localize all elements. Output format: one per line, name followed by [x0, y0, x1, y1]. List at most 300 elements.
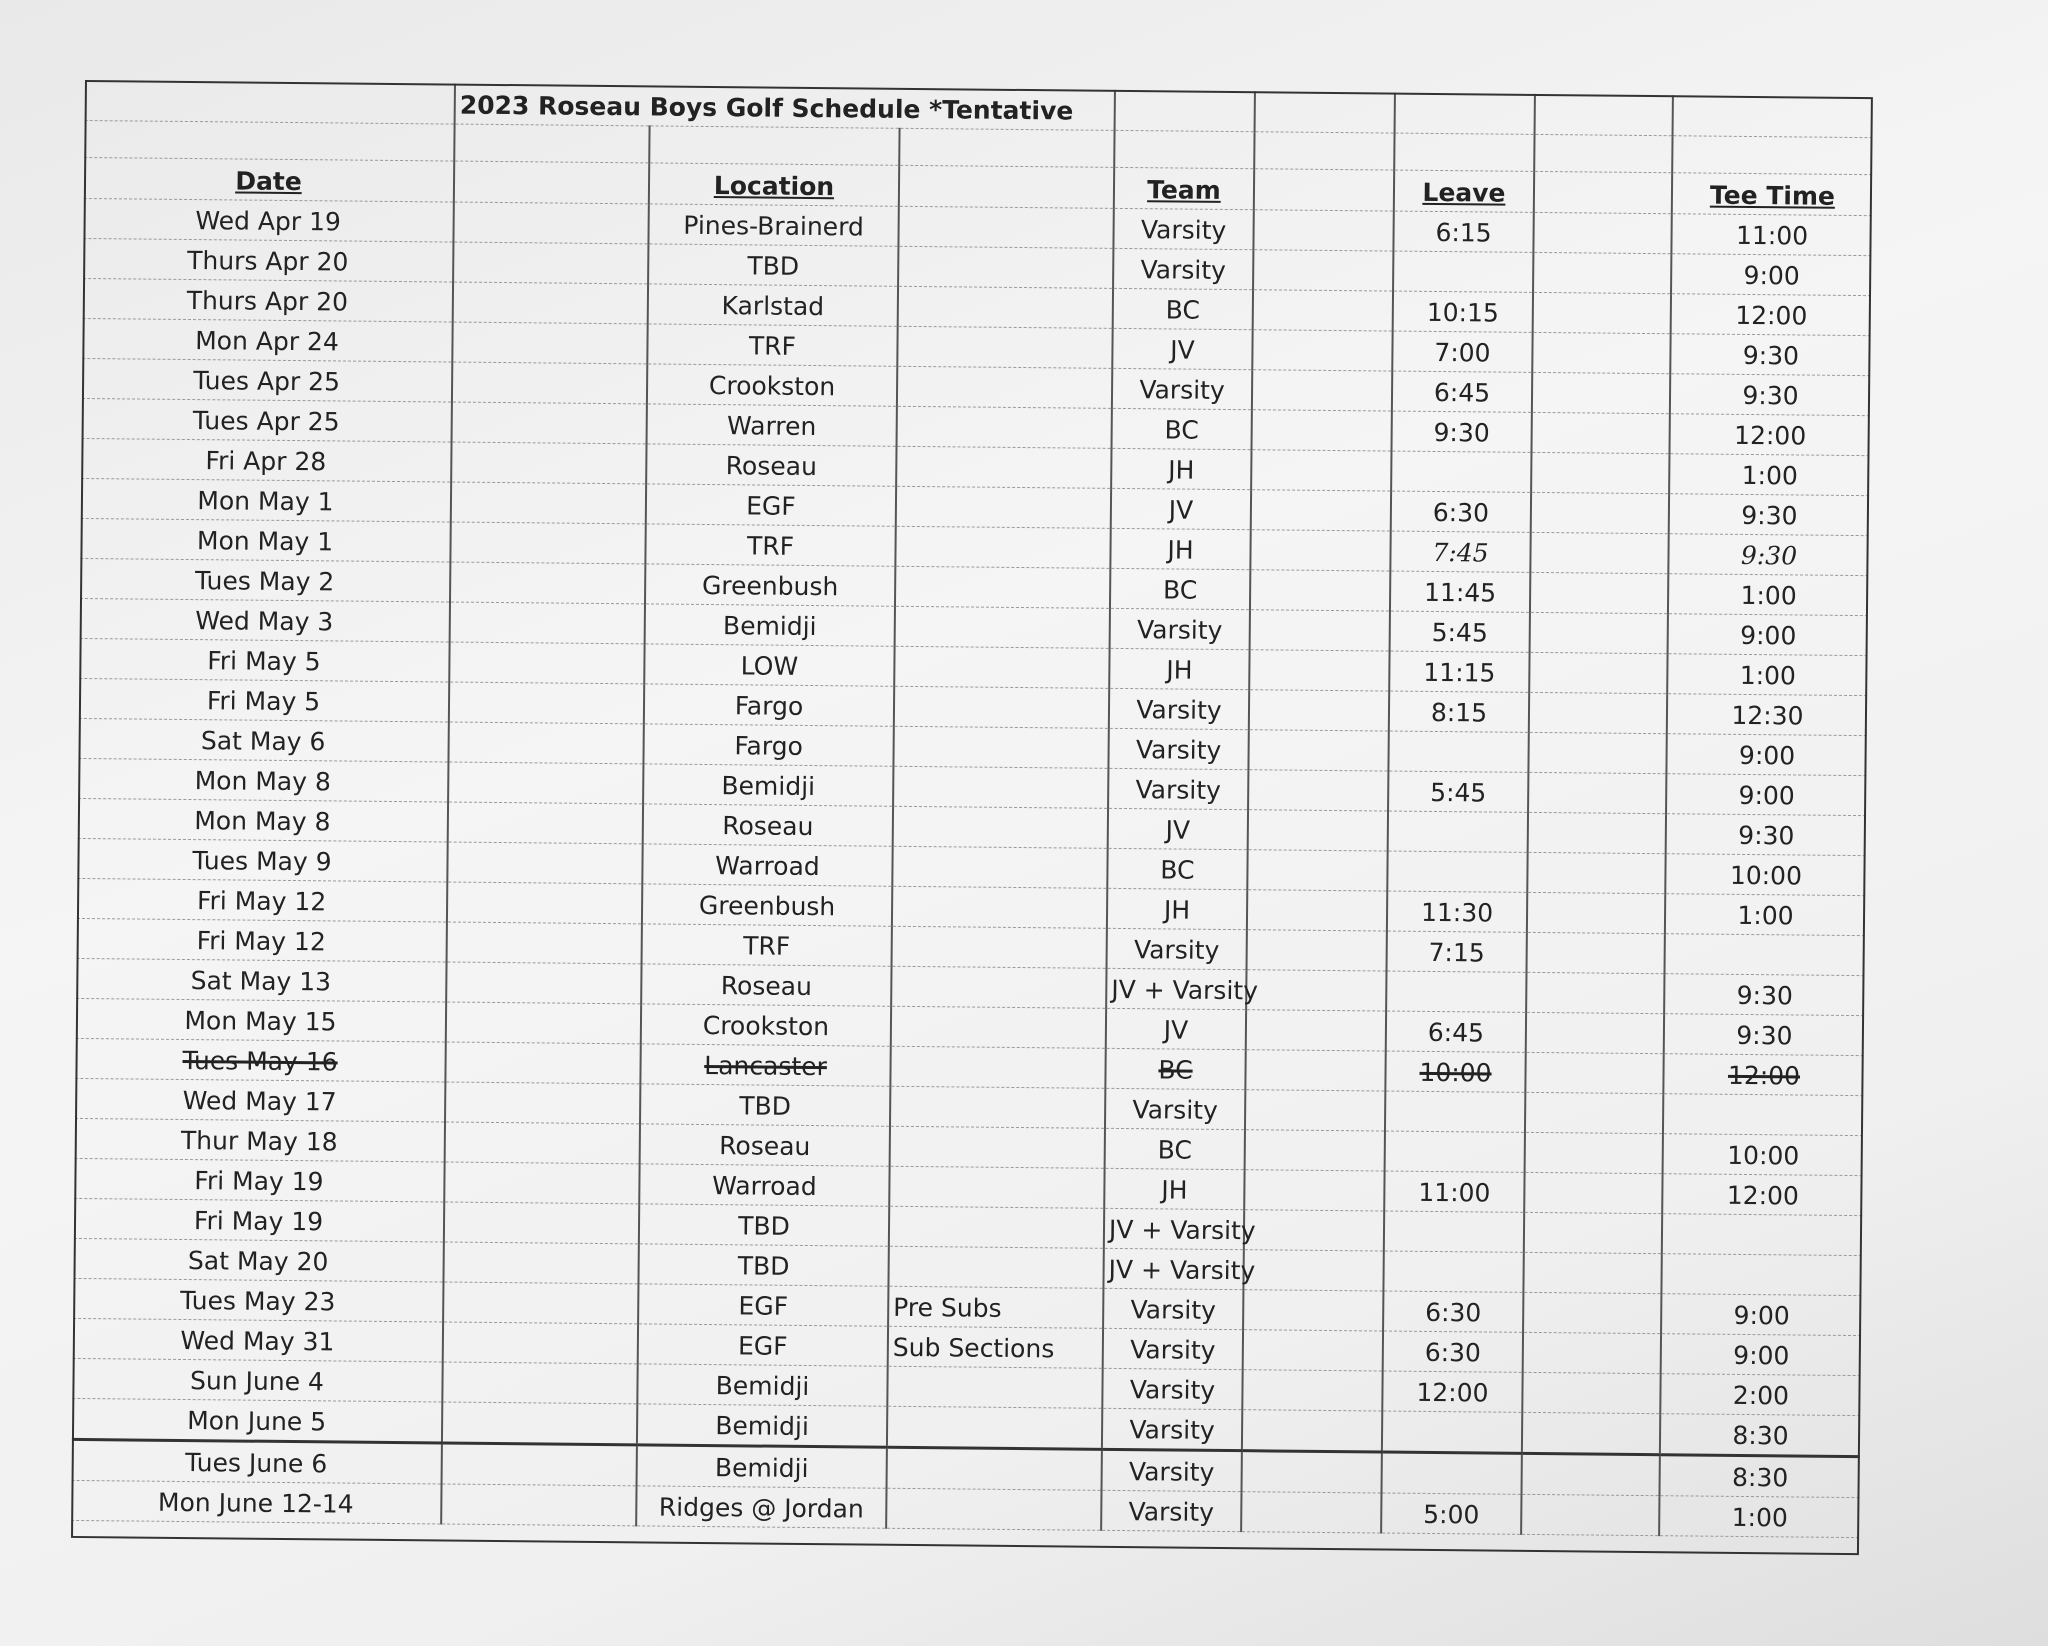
tee-time-cell-text: 9:30 — [1738, 820, 1795, 851]
blank-cell — [447, 842, 642, 884]
team-cell-text: JH — [1167, 535, 1194, 565]
leave-cell — [1388, 771, 1528, 812]
date-cell-text: Wed May 17 — [182, 1085, 337, 1117]
tee-time-cell-text: 8:30 — [1731, 1462, 1789, 1493]
team-cell-text: Varsity — [1129, 1375, 1216, 1405]
tee-time-cell — [1668, 614, 1868, 656]
note-cell — [896, 486, 1111, 528]
location-cell — [639, 1204, 889, 1246]
date-cell — [80, 518, 450, 562]
tee-time-cell — [1664, 1014, 1864, 1056]
note-cell — [895, 606, 1110, 648]
date-cell — [77, 918, 447, 962]
location-cell — [642, 884, 892, 926]
date-cell-text: Thurs Apr 20 — [187, 245, 349, 277]
blank-cell — [1528, 732, 1666, 773]
leave-cell — [1390, 531, 1530, 572]
note-cell — [894, 646, 1109, 688]
date-cell — [73, 1318, 443, 1362]
leave-cell-text: 6:30 — [1424, 1337, 1482, 1368]
blank-cell — [442, 1443, 637, 1486]
blank-cell — [1525, 1092, 1663, 1133]
tee-time-cell — [1667, 694, 1867, 736]
blank-cell — [453, 242, 648, 284]
tee-time-cell — [1661, 1294, 1861, 1336]
date-cell — [81, 438, 451, 482]
team-cell — [1109, 688, 1249, 729]
note-cell — [897, 366, 1112, 408]
blank-cell — [1245, 1090, 1385, 1131]
page-title: 2023 Roseau Boys Golf Schedule *Tentative — [455, 84, 1115, 131]
tee-time-cell — [1664, 974, 1864, 1016]
leave-cell-text: 10:15 — [1426, 297, 1499, 328]
tee-time-cell-text: 12:00 — [1726, 1180, 1800, 1211]
note-cell — [893, 806, 1108, 848]
blank-cell — [1523, 1292, 1661, 1333]
date-cell — [81, 478, 451, 522]
leave-cell-text: 12:00 — [1416, 1377, 1489, 1408]
note-cell — [895, 526, 1110, 568]
location-cell-text: Fargo — [734, 691, 804, 721]
team-cell — [1113, 248, 1253, 289]
location-cell — [648, 284, 898, 326]
blank-cell — [1528, 772, 1666, 813]
leave-cell-text: 5:45 — [1430, 777, 1487, 808]
blank-cell — [1532, 372, 1670, 413]
location-cell-text: Warroad — [712, 1171, 817, 1202]
location-cell-text: TBD — [747, 251, 800, 281]
team-cell-text: Varsity — [1136, 615, 1223, 645]
team-cell — [1103, 1288, 1243, 1329]
blank-cell — [1530, 612, 1668, 653]
blank-cell — [452, 322, 647, 364]
tee-time-cell-text: 9:30 — [1742, 340, 1800, 371]
leave-cell — [1393, 291, 1533, 332]
blank-cell — [1533, 212, 1671, 253]
date-cell-text: Wed May 31 — [180, 1325, 335, 1357]
team-cell-text: BC — [1157, 1135, 1192, 1165]
date-cell-text: Thurs Apr 20 — [186, 285, 349, 317]
location-cell — [648, 244, 898, 286]
tee-time-cell-text: 9:30 — [1736, 980, 1793, 1011]
location-cell — [646, 444, 896, 486]
tee-time-cell — [1663, 1134, 1863, 1176]
leave-cell-text: 7:15 — [1428, 937, 1485, 968]
tee-time-cell — [1662, 1174, 1862, 1216]
note-cell — [896, 446, 1111, 488]
tee-time-cell-text: 9:30 — [1742, 380, 1799, 411]
blank-cell — [1527, 932, 1665, 973]
blank-cell — [452, 402, 647, 444]
team-cell — [1106, 1008, 1246, 1049]
date-cell — [80, 558, 450, 602]
team-cell — [1106, 968, 1259, 1009]
team-cell-text: Varsity — [1129, 1415, 1215, 1445]
team-cell-text: Varsity — [1130, 1295, 1217, 1325]
leave-cell — [1388, 731, 1528, 772]
date-cell-text: Thur May 18 — [180, 1125, 338, 1157]
location-cell-text: Crookston — [708, 371, 836, 402]
tee-time-cell — [1667, 654, 1867, 696]
date-cell — [72, 1358, 442, 1402]
date-cell — [78, 718, 448, 762]
tee-time-cell-text: 12:00 — [1735, 300, 1808, 331]
note-cell — [887, 1447, 1102, 1490]
blank-cell — [1243, 1330, 1383, 1371]
blank-cell — [1533, 292, 1671, 333]
blank-cell — [1247, 850, 1387, 891]
blank-cell — [1250, 530, 1390, 571]
tee-time-cell — [1661, 1254, 1861, 1296]
team-cell — [1108, 808, 1248, 849]
leave-cell — [1383, 1331, 1523, 1372]
blank-cell — [1248, 810, 1388, 851]
leave-cell — [1393, 211, 1533, 252]
team-cell-text: Varsity — [1132, 1095, 1218, 1125]
schedule-table — [71, 80, 1873, 1538]
date-cell-text: Wed May 3 — [195, 606, 334, 637]
blank-cell — [1242, 1451, 1382, 1493]
blank-cell — [1525, 1052, 1663, 1093]
blank-cell — [1247, 890, 1387, 931]
tee-time-cell-text: 10:00 — [1727, 1140, 1800, 1171]
blank-cell — [451, 482, 646, 524]
location-cell — [637, 1404, 887, 1447]
blank-cell — [1253, 250, 1393, 291]
team-cell — [1103, 1328, 1243, 1369]
leave-cell — [1383, 1291, 1523, 1332]
tee-time-cell — [1670, 374, 1870, 416]
team-cell — [1103, 1248, 1256, 1289]
leave-cell-text: 11:45 — [1423, 577, 1497, 608]
team-cell-text: Varsity — [1140, 215, 1227, 245]
note-cell — [892, 846, 1107, 888]
blank-cell — [446, 962, 641, 1004]
tee-time-cell-text: 8:30 — [1732, 1420, 1789, 1451]
blank-cell — [1522, 1372, 1660, 1413]
tee-time-cell — [1671, 254, 1871, 296]
team-cell-text: JH — [1166, 655, 1193, 685]
blank-cell — [1241, 1492, 1381, 1533]
leave-cell-text: 6:30 — [1425, 1297, 1482, 1328]
blank-cell — [1250, 610, 1390, 651]
note-cell — [894, 686, 1109, 728]
note-cell — [889, 1206, 1104, 1248]
tee-time-cell-text: 1:00 — [1737, 900, 1794, 931]
blank-cell — [443, 1322, 638, 1364]
date-cell — [79, 678, 449, 722]
team-cell-text: JV — [1168, 495, 1194, 525]
note-cell — [897, 326, 1112, 368]
leave-cell — [1392, 371, 1532, 412]
date-cell — [75, 1038, 445, 1082]
team-cell-text: Varsity — [1135, 775, 1222, 805]
date-cell-text: Mon May 1 — [197, 486, 334, 517]
location-cell-text: TBD — [739, 1091, 792, 1121]
blank-cell — [1252, 410, 1392, 451]
date-cell-text: Tues Apr 25 — [193, 366, 341, 397]
location-cell — [638, 1324, 888, 1366]
team-cell-text: BC — [1164, 415, 1199, 445]
blank-cell — [449, 682, 644, 724]
team-cell — [1110, 528, 1250, 569]
header-location: Location — [649, 163, 899, 206]
date-cell-text: Wed Apr 19 — [195, 206, 342, 237]
blank-cell — [1532, 332, 1670, 373]
location-cell — [643, 724, 893, 766]
location-cell — [647, 324, 897, 366]
team-cell — [1111, 448, 1251, 489]
blank-cell — [450, 562, 645, 604]
team-cell-text: Varsity — [1139, 375, 1225, 405]
blank-cell — [1251, 490, 1391, 531]
location-cell — [642, 844, 892, 886]
date-cell-text: Fri May 19 — [194, 1166, 324, 1197]
schedule-table-wrap — [71, 80, 1873, 1555]
blank-cell — [1252, 370, 1392, 411]
location-cell-text: Roseau — [722, 811, 814, 842]
location-cell — [636, 1486, 886, 1528]
team-cell — [1105, 1128, 1245, 1169]
team-cell — [1107, 928, 1247, 969]
team-cell-text: BC — [1162, 575, 1198, 605]
blank-cell — [1521, 1494, 1659, 1535]
location-cell-text: TRF — [748, 331, 797, 361]
blank-cell — [1242, 1410, 1382, 1452]
location-cell — [644, 684, 894, 726]
date-cell-text: Mon May 15 — [184, 1005, 337, 1037]
blank-cell — [1246, 1010, 1386, 1051]
date-cell-text: Sat May 20 — [187, 1246, 329, 1277]
location-cell-text: LOW — [740, 651, 799, 681]
leave-cell — [1390, 611, 1530, 652]
date-cell-text: Mon May 8 — [194, 806, 331, 837]
blank-cell — [442, 1402, 637, 1445]
blank-cell — [1251, 450, 1391, 491]
location-cell — [647, 404, 897, 446]
team-cell — [1109, 648, 1249, 689]
location-cell-text: Lancaster — [704, 1050, 828, 1082]
leave-cell-text: 5:45 — [1431, 617, 1488, 648]
leave-cell — [1386, 971, 1526, 1012]
team-cell — [1102, 1449, 1242, 1491]
location-cell — [643, 804, 893, 846]
date-cell-text: Fri May 5 — [206, 686, 321, 717]
leave-cell — [1391, 491, 1531, 532]
tee-time-cell-text: 11:00 — [1735, 220, 1809, 251]
tee-time-cell-text: 9:30 — [1740, 540, 1798, 571]
note-cell — [889, 1166, 1104, 1208]
date-cell-text: Fri Apr 28 — [205, 446, 327, 477]
tee-time-cell — [1668, 574, 1868, 616]
date-cell-text: Sun June 4 — [189, 1366, 325, 1397]
leave-cell-text: 11:15 — [1423, 657, 1496, 688]
blank-cell — [1526, 972, 1664, 1013]
team-cell — [1113, 208, 1253, 249]
note-cell — [891, 1006, 1106, 1048]
location-cell-text: Crookston — [702, 1010, 830, 1042]
note-cell — [898, 286, 1113, 328]
tee-time-cell — [1670, 334, 1870, 376]
location-cell — [640, 1044, 890, 1086]
note-cell — [895, 566, 1110, 608]
leave-cell — [1381, 1493, 1521, 1534]
tee-time-cell — [1668, 534, 1868, 576]
note-cell — [888, 1326, 1103, 1368]
tee-time-cell-text: 9:00 — [1733, 1300, 1790, 1331]
date-cell-text: Fri May 5 — [207, 646, 321, 677]
location-cell-text: TBD — [737, 1251, 790, 1281]
team-cell-text: Varsity — [1128, 1497, 1215, 1527]
team-cell — [1113, 288, 1253, 329]
leave-cell-text: 9:30 — [1433, 417, 1490, 448]
team-cell-text: JH — [1168, 455, 1195, 485]
tee-time-cell — [1669, 454, 1869, 496]
team-cell-text: JV + Varsity — [1111, 974, 1259, 1006]
location-cell-text: TBD — [738, 1211, 791, 1241]
team-cell — [1108, 728, 1248, 769]
leave-cell — [1387, 891, 1527, 932]
leave-cell-text: 6:45 — [1433, 377, 1491, 408]
team-cell — [1110, 608, 1250, 649]
blank-cell — [1246, 970, 1386, 1011]
tee-time-cell-text: 9:00 — [1740, 620, 1797, 651]
tee-time-cell — [1659, 1496, 1859, 1538]
date-cell — [73, 1238, 443, 1282]
blank-cell — [1248, 770, 1388, 811]
tee-time-cell — [1661, 1334, 1861, 1376]
date-cell — [83, 278, 453, 322]
date-cell — [75, 1078, 445, 1122]
tee-time-cell — [1669, 494, 1869, 536]
leave-cell — [1382, 1411, 1522, 1453]
blank-cell — [442, 1362, 637, 1404]
tee-time-cell-text: 9:30 — [1736, 1020, 1793, 1051]
location-cell — [645, 524, 895, 566]
note-cell — [890, 1046, 1105, 1088]
blank-cell — [1525, 1132, 1663, 1173]
date-cell-text: Tues Apr 25 — [192, 406, 340, 437]
location-cell-text: Pines-Brainerd — [683, 210, 864, 242]
location-cell-text: EGF — [737, 1331, 788, 1361]
date-cell — [82, 318, 452, 362]
note-cell — [886, 1488, 1101, 1530]
leave-cell — [1391, 411, 1531, 452]
date-cell — [72, 1398, 442, 1443]
team-cell — [1107, 848, 1247, 889]
date-cell-text: Fri May 19 — [193, 1206, 324, 1237]
location-cell-text: Fargo — [734, 731, 803, 761]
team-cell — [1110, 568, 1250, 609]
team-cell-text: JV — [1165, 815, 1191, 845]
header-tee-time: Tee Time — [1672, 173, 1872, 216]
date-cell — [71, 1480, 441, 1524]
team-cell-text: Varsity — [1136, 695, 1222, 725]
blank-cell — [448, 802, 643, 844]
blank-cell — [1530, 532, 1668, 573]
blank-cell — [445, 1082, 640, 1124]
location-cell — [639, 1164, 889, 1206]
blank-cell — [1243, 1290, 1383, 1331]
blank-cell — [1253, 210, 1393, 251]
date-cell-text: Mon June 5 — [187, 1406, 327, 1437]
tee-time-cell — [1660, 1374, 1860, 1416]
blank-cell — [1524, 1212, 1662, 1253]
team-cell-text: JH — [1163, 895, 1191, 925]
team-cell-text: BC — [1158, 1055, 1193, 1085]
leave-cell — [1389, 691, 1529, 732]
tee-time-cell-text: 2:00 — [1732, 1380, 1790, 1411]
leave-cell-text: 8:15 — [1430, 697, 1488, 728]
note-cell — [892, 886, 1107, 928]
blank-cell — [1531, 492, 1669, 533]
location-cell — [646, 484, 896, 526]
date-cell-text: Mon Apr 24 — [195, 326, 339, 357]
location-cell — [638, 1244, 888, 1286]
date-cell — [73, 1278, 443, 1322]
date-cell-text: Sat May 6 — [200, 726, 326, 757]
location-cell — [644, 644, 894, 686]
blank-cell — [444, 1162, 639, 1204]
location-cell — [637, 1364, 887, 1406]
location-cell-text: Roseau — [725, 451, 818, 482]
location-cell — [641, 964, 891, 1006]
blank-cell — [1527, 892, 1665, 933]
location-cell-text: Bemidji — [721, 771, 816, 802]
blank-cell — [441, 1484, 636, 1526]
team-cell — [1112, 368, 1252, 409]
leave-cell-text: 7:45 — [1432, 537, 1489, 568]
location-cell-text: Karlstad — [721, 291, 825, 322]
blank-cell — [1244, 1170, 1384, 1211]
location-cell-text: Bemidji — [722, 611, 817, 642]
date-cell — [74, 1198, 444, 1242]
team-cell — [1108, 768, 1248, 809]
blank-cell — [1245, 1050, 1385, 1091]
location-cell-text: Greenbush — [698, 890, 836, 922]
blank-cell — [451, 442, 646, 484]
leave-cell — [1385, 1051, 1525, 1092]
team-cell — [1111, 488, 1251, 529]
blank-cell — [1533, 252, 1671, 293]
leave-cell — [1385, 1091, 1525, 1132]
tee-time-cell-text: 1:00 — [1739, 660, 1797, 691]
team-cell — [1101, 1490, 1241, 1531]
blank-cell — [448, 762, 643, 804]
note-cell — [888, 1286, 1103, 1328]
date-cell-text: Fri May 12 — [196, 886, 327, 917]
leave-cell — [1387, 851, 1527, 892]
team-cell-text: JV — [1170, 335, 1195, 365]
location-cell — [645, 604, 895, 646]
blank-cell — [1244, 1210, 1384, 1251]
header-leave: Leave — [1394, 170, 1534, 212]
leave-cell — [1387, 931, 1527, 972]
blank-cell — [1245, 1130, 1385, 1171]
blank-cell — [447, 922, 642, 964]
leave-cell — [1384, 1211, 1524, 1252]
leave-cell-text: 7:00 — [1434, 337, 1491, 368]
location-cell-text: Ridges @ Jordan — [658, 1492, 864, 1524]
leave-cell-text: 6:30 — [1432, 497, 1490, 528]
blank-cell — [443, 1242, 638, 1284]
tee-time-cell-text: 1:00 — [1741, 460, 1798, 491]
leave-cell-text: 11:30 — [1420, 897, 1494, 928]
tee-time-cell — [1659, 1455, 1859, 1498]
date-cell-text: Mon May 8 — [194, 766, 332, 797]
leave-cell — [1388, 811, 1528, 852]
location-cell-text: Bemidji — [715, 1411, 810, 1442]
